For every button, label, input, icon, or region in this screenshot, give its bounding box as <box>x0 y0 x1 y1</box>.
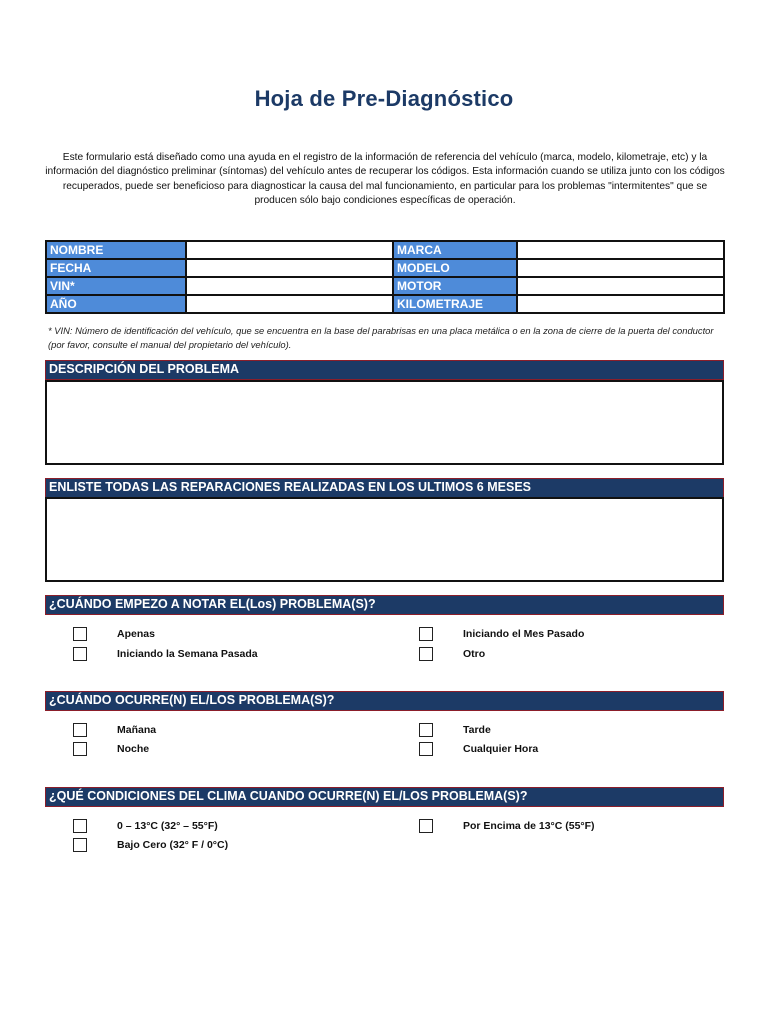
checkbox[interactable] <box>419 742 433 756</box>
table-row <box>46 241 724 259</box>
fecha-label: FECHA <box>46 259 186 277</box>
fecha-field[interactable] <box>186 259 393 277</box>
description-textarea[interactable] <box>45 380 724 465</box>
option-label: Iniciando el Mes Pasado <box>463 628 585 640</box>
option-label: Iniciando la Semana Pasada <box>117 648 258 660</box>
kilometraje-label: KILOMETRAJE <box>393 295 517 313</box>
vin-field[interactable] <box>186 277 393 295</box>
option-noche[interactable] <box>73 741 149 757</box>
option-tarde[interactable] <box>419 722 491 738</box>
modelo-label: MODELO <box>393 259 517 277</box>
vin-label: VIN* <box>46 277 186 295</box>
ano-label: AÑO <box>46 295 186 313</box>
checkbox[interactable] <box>419 819 433 833</box>
option-label: Cualquier Hora <box>463 743 539 755</box>
kilometraje-field[interactable] <box>517 295 724 313</box>
checkbox[interactable] <box>419 723 433 737</box>
checkbox[interactable] <box>73 723 87 737</box>
option-label: Noche <box>117 743 150 755</box>
description-header: DESCRIPCIÓN DEL PROBLEMA <box>45 360 724 380</box>
option-0-13c[interactable] <box>73 818 218 834</box>
page-title: Hoja de Pre-Diagnóstico <box>254 86 514 111</box>
option-manana[interactable] <box>73 722 156 738</box>
option-mes-pasado[interactable] <box>419 626 584 642</box>
when-noticed-header: ¿CUÁNDO EMPEZO A NOTAR EL(Los) PROBLEMA(S)? <box>45 595 724 615</box>
checkbox[interactable] <box>419 647 433 661</box>
option-apenas[interactable] <box>73 626 155 642</box>
repairs-header: ENLISTE TODAS LAS REPARACIONES REALIZADAS EN LOS ULTIMOS 6 MESES <box>45 478 724 498</box>
option-cualquier-hora[interactable] <box>419 741 538 757</box>
option-label: Otro <box>463 648 486 660</box>
motor-label: MOTOR <box>393 277 517 295</box>
checkbox[interactable] <box>419 627 433 641</box>
nombre-field[interactable] <box>186 241 393 259</box>
option-label: Mañana <box>117 724 157 736</box>
marca-label: MARCA <box>393 241 517 259</box>
intro-paragraph: Este formulario está diseñado como una ayuda en el registro de la información de referencia del vehículo (marca, modelo, kilometraje, etc) y la información del diagnóstico preliminar (síntomas) del vehículo antes de recuperar los códigos. Esta información cuando se utiliza junto con los códigos recuperados, puede ser beneficioso para diagnosticar la causa del mal funcionamiento, en particular para los problemas "intermitentes" que se producen sólo bajo condiciones específicas de operación. <box>45 152 725 206</box>
modelo-field[interactable] <box>517 259 724 277</box>
repairs-textarea[interactable] <box>45 497 724 582</box>
checkbox[interactable] <box>73 647 87 661</box>
table-row <box>46 259 724 277</box>
checkbox[interactable] <box>73 742 87 756</box>
marca-field[interactable] <box>517 241 724 259</box>
when-occurs-header: ¿CUÁNDO OCURRE(N) EL/LOS PROBLEMA(S)? <box>45 691 724 711</box>
weather-header: ¿QUÉ CONDICIONES DEL CLIMA CUANDO OCURRE(N) EL/LOS PROBLEMA(S)? <box>45 787 724 807</box>
checkbox[interactable] <box>73 627 87 641</box>
table-row <box>46 277 724 295</box>
option-otro[interactable] <box>419 646 485 662</box>
option-semana-pasada[interactable] <box>73 646 258 662</box>
option-label: Por Encima de 13°C (55°F) <box>463 820 595 832</box>
option-label: Apenas <box>117 628 155 640</box>
option-label: Bajo Cero (32° F / 0°C) <box>117 839 229 851</box>
vehicle-info-table <box>45 240 725 314</box>
ano-field[interactable] <box>186 295 393 313</box>
vin-footnote: * VIN: Número de identificación del vehículo, que se encuentra en la base del parabrisas en una placa metálica o en la zona de cierre de la puerta del conductor (por favor, consulte el manual del propietario del vehículo). <box>48 325 714 350</box>
motor-field[interactable] <box>517 277 724 295</box>
nombre-label: NOMBRE <box>46 241 186 259</box>
checkbox[interactable] <box>73 838 87 852</box>
option-encima-13c[interactable] <box>419 818 595 834</box>
table-row <box>46 295 724 313</box>
option-bajo-cero[interactable] <box>73 837 228 853</box>
option-label: 0 – 13°C (32° – 55°F) <box>117 820 218 832</box>
checkbox[interactable] <box>73 819 87 833</box>
option-label: Tarde <box>463 724 491 736</box>
